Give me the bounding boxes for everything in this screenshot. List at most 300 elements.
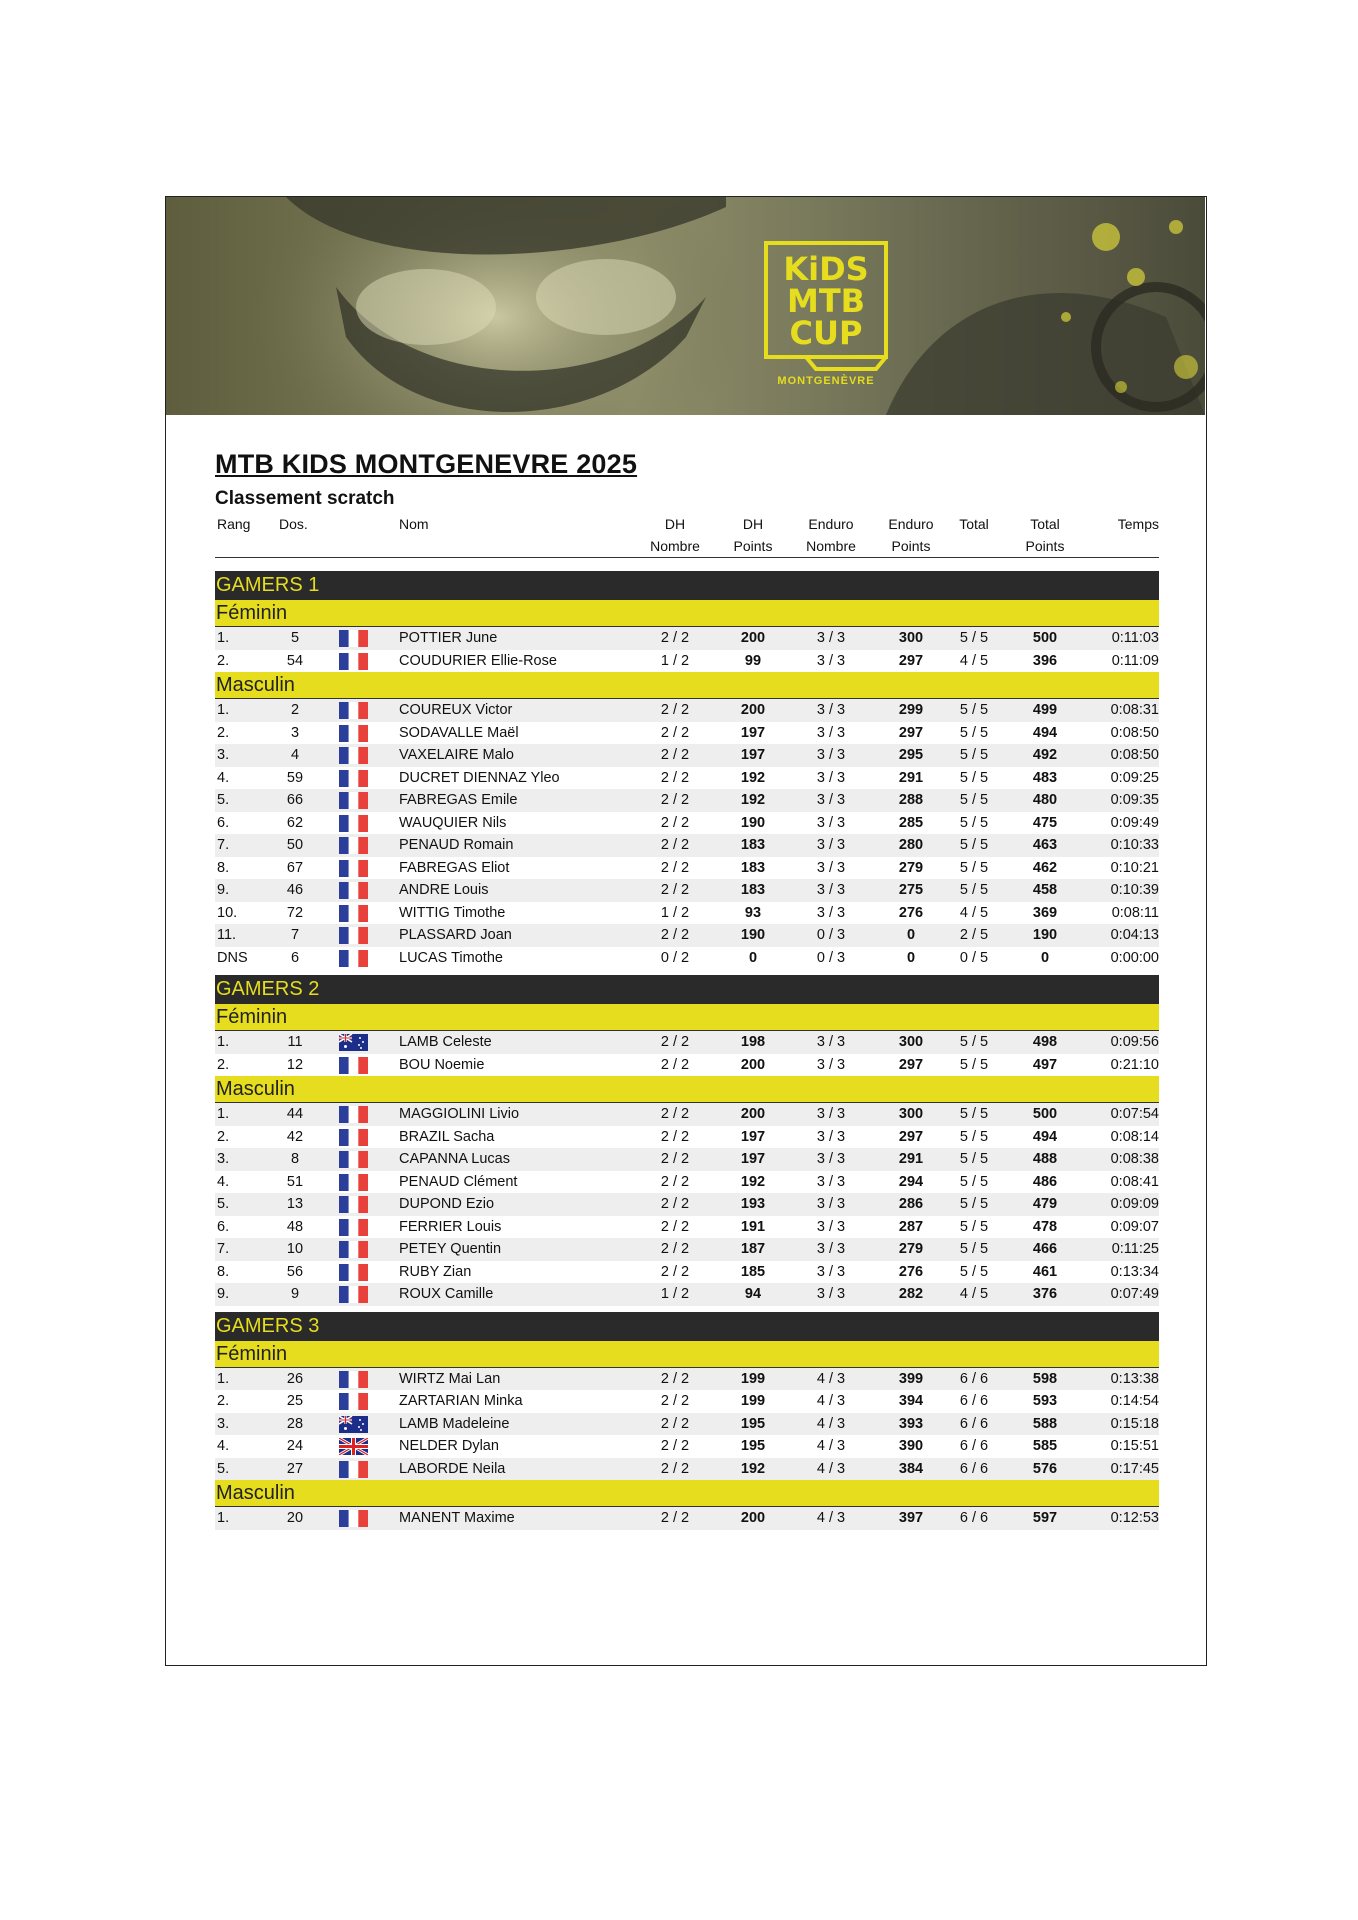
dh-points: 197 xyxy=(740,1128,766,1145)
enduro-nombre: 3 / 3 xyxy=(816,1218,846,1235)
dh-points: 190 xyxy=(740,814,766,831)
total: 5 / 5 xyxy=(959,1263,989,1280)
dh-points: 200 xyxy=(740,1056,766,1073)
rider-name: PETEY Quentin xyxy=(399,1241,502,1257)
time: 0:12:53 xyxy=(1110,1510,1159,1526)
dh-nombre: 2 / 2 xyxy=(660,1196,690,1212)
total-points: 190 xyxy=(1032,927,1058,943)
category-rows xyxy=(215,1103,1159,1306)
flag-fr-icon xyxy=(339,860,368,877)
enduro-points: 390 xyxy=(898,1438,924,1454)
dh-points: 200 xyxy=(740,630,766,646)
dh-nombre: 2 / 2 xyxy=(660,814,690,831)
time: 0:07:49 xyxy=(1110,1286,1159,1302)
rank: 7. xyxy=(217,1241,230,1257)
table-row xyxy=(215,902,1159,925)
total-points: 492 xyxy=(1032,747,1058,763)
category-rows xyxy=(215,1031,1159,1076)
enduro-points: 285 xyxy=(898,814,924,831)
dh-points: 191 xyxy=(740,1218,766,1235)
flag-fr-icon xyxy=(339,837,368,854)
dh-points: 187 xyxy=(740,1241,766,1257)
header-dos: Dos. xyxy=(279,516,308,532)
header-rang: Rang xyxy=(217,516,251,532)
dh-points: 197 xyxy=(740,1151,766,1167)
table-row xyxy=(215,1413,1159,1436)
enduro-nombre: 3 / 3 xyxy=(816,652,846,669)
enduro-points: 291 xyxy=(898,769,924,786)
total: 6 / 6 xyxy=(959,1510,989,1526)
time: 0:17:45 xyxy=(1110,1460,1159,1477)
dh-nombre: 1 / 2 xyxy=(660,1286,690,1302)
total: 5 / 5 xyxy=(959,747,989,763)
total: 2 / 5 xyxy=(959,927,989,943)
total-points: 461 xyxy=(1032,1263,1058,1280)
total: 6 / 6 xyxy=(959,1393,989,1409)
enduro-points: 280 xyxy=(898,837,924,853)
enduro-points: 399 xyxy=(898,1370,924,1387)
total-points: 486 xyxy=(1032,1173,1058,1190)
table-row xyxy=(215,722,1159,745)
rank: 1. xyxy=(217,1106,230,1122)
rank: 8. xyxy=(217,859,230,876)
total-points: 500 xyxy=(1032,630,1058,646)
header-dh-points: DH Points xyxy=(733,516,773,554)
category-header: Féminin xyxy=(215,600,1159,627)
total: 6 / 6 xyxy=(959,1438,989,1454)
dh-nombre: 1 / 2 xyxy=(660,652,690,669)
table-header xyxy=(215,513,1159,557)
logo-line-2: MTB xyxy=(786,282,866,320)
header-dh-nombre: DH Nombre xyxy=(650,516,700,554)
dh-points: 0 xyxy=(748,949,758,966)
time: 0:08:50 xyxy=(1110,747,1159,763)
enduro-nombre: 3 / 3 xyxy=(816,1128,846,1145)
bib: 72 xyxy=(286,904,304,921)
group-header: GAMERS 3 xyxy=(215,1312,1159,1341)
dh-points: 200 xyxy=(740,1510,766,1526)
table-row xyxy=(215,744,1159,767)
enduro-nombre: 3 / 3 xyxy=(816,630,846,646)
time: 0:08:31 xyxy=(1110,702,1159,718)
category-rows xyxy=(215,1507,1159,1530)
enduro-nombre: 0 / 3 xyxy=(816,927,846,943)
total-points: 499 xyxy=(1032,702,1058,718)
table-row xyxy=(215,627,1159,650)
dh-nombre: 2 / 2 xyxy=(660,769,690,786)
flag-fr-icon xyxy=(339,747,368,764)
total-points: 593 xyxy=(1032,1393,1058,1409)
total: 5 / 5 xyxy=(959,1106,989,1122)
total: 5 / 5 xyxy=(959,1056,989,1073)
flag-fr-icon xyxy=(339,1371,368,1388)
flag-fr-icon xyxy=(339,792,368,809)
rank: 1. xyxy=(217,1370,230,1387)
table-row xyxy=(215,1238,1159,1261)
total: 6 / 6 xyxy=(959,1370,989,1387)
time: 0:11:09 xyxy=(1111,652,1159,669)
dh-nombre: 2 / 2 xyxy=(660,837,690,853)
total-points: 494 xyxy=(1032,724,1058,741)
time: 0:11:25 xyxy=(1111,1241,1159,1257)
total: 6 / 6 xyxy=(959,1460,989,1477)
enduro-nombre: 3 / 3 xyxy=(816,792,846,808)
rider-name: ZARTARIAN Minka xyxy=(399,1393,523,1409)
table-row xyxy=(215,1261,1159,1284)
total: 5 / 5 xyxy=(959,814,989,831)
dh-points: 197 xyxy=(740,747,766,763)
dh-nombre: 2 / 2 xyxy=(660,1460,690,1477)
table-row xyxy=(215,947,1159,970)
rank: 4. xyxy=(217,769,230,786)
dh-points: 183 xyxy=(740,882,766,898)
table-row xyxy=(215,1193,1159,1216)
time: 0:10:21 xyxy=(1110,859,1159,876)
bib: 4 xyxy=(290,747,300,763)
category-header: Féminin xyxy=(215,1004,1159,1031)
rank: 7. xyxy=(217,837,230,853)
rider-name: PENAUD Romain xyxy=(399,837,514,853)
enduro-points: 384 xyxy=(898,1460,924,1477)
rider-name: PENAUD Clément xyxy=(399,1173,518,1190)
rank: 4. xyxy=(217,1173,230,1190)
dh-nombre: 2 / 2 xyxy=(660,1151,690,1167)
table-row xyxy=(215,1216,1159,1239)
time: 0:09:07 xyxy=(1110,1218,1159,1235)
flag-fr-icon xyxy=(339,1219,368,1236)
table-row xyxy=(215,767,1159,790)
enduro-points: 276 xyxy=(898,1263,924,1280)
rank: 2. xyxy=(217,1128,230,1145)
time: 0:08:41 xyxy=(1110,1173,1159,1190)
enduro-nombre: 4 / 3 xyxy=(816,1370,846,1387)
dh-nombre: 2 / 2 xyxy=(660,1370,690,1387)
total-points: 588 xyxy=(1032,1415,1058,1432)
rider-name: DUPOND Ezio xyxy=(399,1196,495,1212)
header-nom: Nom xyxy=(399,516,429,532)
enduro-nombre: 3 / 3 xyxy=(816,724,846,741)
bib: 26 xyxy=(286,1370,304,1387)
table-row xyxy=(215,1054,1159,1077)
dh-points: 199 xyxy=(740,1370,766,1387)
enduro-nombre: 3 / 3 xyxy=(816,882,846,898)
rank: 2. xyxy=(217,652,230,669)
enduro-nombre: 3 / 3 xyxy=(816,1241,846,1257)
enduro-nombre: 3 / 3 xyxy=(816,1151,846,1167)
bib: 42 xyxy=(286,1128,304,1145)
rider-name: VAXELAIRE Malo xyxy=(399,747,514,763)
dh-nombre: 2 / 2 xyxy=(660,1415,690,1432)
rider-name: DUCRET DIENNAZ Yleo xyxy=(399,769,560,786)
bib: 46 xyxy=(286,882,304,898)
dh-points: 183 xyxy=(740,837,766,853)
total-points: 369 xyxy=(1032,904,1058,921)
enduro-points: 288 xyxy=(898,792,924,808)
enduro-nombre: 3 / 3 xyxy=(816,1056,846,1073)
bib: 62 xyxy=(286,814,304,831)
results-content xyxy=(215,447,1159,1530)
total-points: 576 xyxy=(1032,1460,1058,1477)
flag-fr-icon xyxy=(339,882,368,899)
flag-fr-icon xyxy=(339,725,368,742)
table-row xyxy=(215,650,1159,673)
total: 5 / 5 xyxy=(959,702,989,718)
time: 0:09:49 xyxy=(1110,814,1159,831)
category-rows xyxy=(215,699,1159,969)
enduro-nombre: 3 / 3 xyxy=(816,1263,846,1280)
total: 5 / 5 xyxy=(959,1218,989,1235)
dh-nombre: 2 / 2 xyxy=(660,1173,690,1190)
flag-gb-icon xyxy=(339,1438,368,1455)
flag-fr-icon xyxy=(339,1510,368,1527)
enduro-points: 297 xyxy=(898,652,924,669)
rider-name: COUREUX Victor xyxy=(399,702,513,718)
flag-fr-icon xyxy=(339,630,368,647)
dh-points: 192 xyxy=(740,792,766,808)
table-row xyxy=(215,924,1159,947)
total: 5 / 5 xyxy=(959,837,989,853)
banner-photo xyxy=(166,197,1205,415)
category-header: Masculin xyxy=(215,1076,1159,1103)
enduro-nombre: 4 / 3 xyxy=(816,1460,846,1477)
flag-fr-icon xyxy=(339,1151,368,1168)
enduro-points: 393 xyxy=(898,1415,924,1432)
time: 0:11:03 xyxy=(1111,630,1159,646)
bib: 66 xyxy=(286,792,304,808)
time: 0:21:10 xyxy=(1110,1056,1159,1073)
dh-points: 99 xyxy=(744,652,762,669)
time: 0:07:54 xyxy=(1110,1106,1159,1122)
rank: 8. xyxy=(217,1263,230,1280)
dh-nombre: 2 / 2 xyxy=(660,747,690,763)
bib: 28 xyxy=(286,1415,304,1432)
rank: 4. xyxy=(217,1438,230,1454)
enduro-points: 295 xyxy=(898,747,924,763)
dh-nombre: 1 / 2 xyxy=(660,904,690,921)
enduro-points: 0 xyxy=(906,949,916,966)
rider-name: MANENT Maxime xyxy=(399,1510,515,1526)
enduro-nombre: 3 / 3 xyxy=(816,837,846,853)
rider-name: SODAVALLE Maël xyxy=(399,724,519,741)
total-points: 494 xyxy=(1032,1128,1058,1145)
total-points: 480 xyxy=(1032,792,1058,808)
table-row xyxy=(215,789,1159,812)
time: 0:10:39 xyxy=(1110,882,1159,898)
enduro-points: 300 xyxy=(898,1106,924,1122)
bib: 8 xyxy=(290,1151,300,1167)
flag-fr-icon xyxy=(339,1196,368,1213)
dh-points: 198 xyxy=(740,1034,766,1050)
dh-points: 185 xyxy=(740,1263,766,1280)
enduro-nombre: 3 / 3 xyxy=(816,747,846,763)
rider-name: NELDER Dylan xyxy=(399,1438,499,1454)
enduro-nombre: 3 / 3 xyxy=(816,1173,846,1190)
rank: 1. xyxy=(217,1034,230,1050)
total-points: 475 xyxy=(1032,814,1058,831)
table-row xyxy=(215,857,1159,880)
bib: 12 xyxy=(286,1056,304,1073)
enduro-points: 294 xyxy=(898,1173,924,1190)
enduro-points: 276 xyxy=(898,904,924,921)
header-enduro-nombre: Enduro Nombre xyxy=(806,516,856,554)
bib: 50 xyxy=(286,837,304,853)
total: 0 / 5 xyxy=(959,949,989,966)
enduro-nombre: 3 / 3 xyxy=(816,1034,846,1050)
dh-nombre: 2 / 2 xyxy=(660,1128,690,1145)
total: 5 / 5 xyxy=(959,630,989,646)
enduro-nombre: 3 / 3 xyxy=(816,859,846,876)
time: 0:14:54 xyxy=(1110,1393,1159,1409)
total-points: 0 xyxy=(1040,949,1050,966)
table-row xyxy=(215,1390,1159,1413)
time: 0:15:18 xyxy=(1110,1415,1159,1432)
rank: 2. xyxy=(217,1056,230,1073)
rank: 5. xyxy=(217,1460,230,1477)
enduro-points: 299 xyxy=(898,702,924,718)
enduro-points: 394 xyxy=(898,1393,924,1409)
enduro-points: 297 xyxy=(898,1128,924,1145)
category-header: Féminin xyxy=(215,1341,1159,1368)
dh-points: 200 xyxy=(740,702,766,718)
total-points: 497 xyxy=(1032,1056,1058,1073)
dh-nombre: 2 / 2 xyxy=(660,882,690,898)
total-points: 498 xyxy=(1032,1034,1058,1050)
total-points: 458 xyxy=(1032,882,1058,898)
enduro-nombre: 3 / 3 xyxy=(816,769,846,786)
enduro-nombre: 4 / 3 xyxy=(816,1393,846,1409)
time: 0:15:51 xyxy=(1110,1438,1159,1454)
flag-fr-icon xyxy=(339,815,368,832)
dh-nombre: 2 / 2 xyxy=(660,1510,690,1526)
dh-nombre: 2 / 2 xyxy=(660,1056,690,1073)
total-points: 479 xyxy=(1032,1196,1058,1212)
enduro-points: 282 xyxy=(898,1286,924,1302)
rider-name: MAGGIOLINI Livio xyxy=(399,1106,520,1122)
rank: 1. xyxy=(217,702,230,718)
rider-name: WAUQUIER Nils xyxy=(399,814,507,831)
rider-name: COUDURIER Ellie-Rose xyxy=(399,652,557,669)
flag-fr-icon xyxy=(339,927,368,944)
dh-nombre: 2 / 2 xyxy=(660,702,690,718)
dh-points: 192 xyxy=(740,1173,766,1190)
total: 5 / 5 xyxy=(959,724,989,741)
time: 0:13:38 xyxy=(1110,1370,1159,1387)
enduro-points: 287 xyxy=(898,1218,924,1235)
dh-points: 190 xyxy=(740,927,766,943)
enduro-nombre: 4 / 3 xyxy=(816,1510,846,1526)
dh-nombre: 2 / 2 xyxy=(660,630,690,646)
dh-nombre: 2 / 2 xyxy=(660,859,690,876)
enduro-points: 0 xyxy=(906,927,916,943)
flag-fr-icon xyxy=(339,1286,368,1303)
flag-fr-icon xyxy=(339,1461,368,1478)
bib: 11 xyxy=(287,1034,303,1050)
rider-name: LAMB Celeste xyxy=(399,1034,492,1050)
rider-name: FABREGAS Emile xyxy=(399,792,518,808)
total: 5 / 5 xyxy=(959,1034,989,1050)
table-row xyxy=(215,834,1159,857)
total: 5 / 5 xyxy=(959,1128,989,1145)
flag-fr-icon xyxy=(339,1241,368,1258)
table-row xyxy=(215,1368,1159,1391)
flag-au-icon xyxy=(339,1416,368,1433)
rank: 5. xyxy=(217,792,230,808)
total-points: 585 xyxy=(1032,1438,1058,1454)
bib: 67 xyxy=(286,859,304,876)
dh-nombre: 2 / 2 xyxy=(660,792,690,808)
total-points: 598 xyxy=(1032,1370,1058,1387)
total-points: 462 xyxy=(1032,859,1058,876)
total-points: 463 xyxy=(1032,837,1058,853)
rank: 5. xyxy=(217,1196,230,1212)
total: 5 / 5 xyxy=(959,882,989,898)
category-rows xyxy=(215,1368,1159,1481)
rider-name: FABREGAS Eliot xyxy=(399,859,510,876)
rank: 11. xyxy=(217,927,237,943)
dh-nombre: 2 / 2 xyxy=(660,1241,690,1257)
rider-name: CAPANNA Lucas xyxy=(399,1151,510,1167)
enduro-points: 291 xyxy=(898,1151,924,1167)
flag-fr-icon xyxy=(339,1393,368,1410)
flag-fr-icon xyxy=(339,770,368,787)
results-sections xyxy=(215,571,1159,1530)
time: 0:04:13 xyxy=(1110,927,1159,943)
bib: 25 xyxy=(286,1393,304,1409)
rank: 10. xyxy=(217,904,238,921)
bib: 13 xyxy=(286,1196,304,1212)
rider-name: FERRIER Louis xyxy=(399,1218,502,1235)
enduro-nombre: 3 / 3 xyxy=(816,1106,846,1122)
dh-nombre: 2 / 2 xyxy=(660,1263,690,1280)
rank: 9. xyxy=(217,882,230,898)
enduro-points: 300 xyxy=(898,630,924,646)
total-points: 500 xyxy=(1032,1106,1058,1122)
event-banner xyxy=(166,197,1205,415)
rank: 6. xyxy=(217,1218,230,1235)
flag-fr-icon xyxy=(339,1057,368,1074)
enduro-nombre: 4 / 3 xyxy=(816,1415,846,1432)
enduro-nombre: 0 / 3 xyxy=(816,949,846,966)
dh-points: 199 xyxy=(740,1393,766,1409)
rider-name: WITTIG Timothe xyxy=(399,904,506,921)
time: 0:09:09 xyxy=(1110,1196,1159,1212)
rank: 1. xyxy=(217,1510,230,1526)
time: 0:08:50 xyxy=(1110,724,1159,741)
time: 0:08:14 xyxy=(1110,1128,1159,1145)
dh-nombre: 2 / 2 xyxy=(660,1106,690,1122)
dh-points: 195 xyxy=(740,1438,766,1454)
table-row xyxy=(215,1171,1159,1194)
rider-name: WIRTZ Mai Lan xyxy=(399,1370,501,1387)
rank: 2. xyxy=(217,1393,230,1409)
bib: 51 xyxy=(286,1173,304,1190)
enduro-points: 279 xyxy=(898,1241,924,1257)
rider-name: BOU Noemie xyxy=(399,1056,485,1073)
rank: DNS xyxy=(217,949,248,966)
rank: 1. xyxy=(217,630,230,646)
header-total-points: Total Points xyxy=(1025,516,1065,554)
dh-nombre: 2 / 2 xyxy=(660,1438,690,1454)
rank: 3. xyxy=(217,747,230,763)
table-row xyxy=(215,1126,1159,1149)
time: 0:08:11 xyxy=(1111,904,1159,921)
bib: 27 xyxy=(286,1460,304,1477)
header-enduro-points: Enduro Points xyxy=(888,516,934,554)
total-points: 396 xyxy=(1032,652,1058,669)
total-points: 466 xyxy=(1032,1241,1058,1257)
total: 4 / 5 xyxy=(959,1286,989,1302)
page-subtitle: Classement scratch xyxy=(215,488,395,509)
